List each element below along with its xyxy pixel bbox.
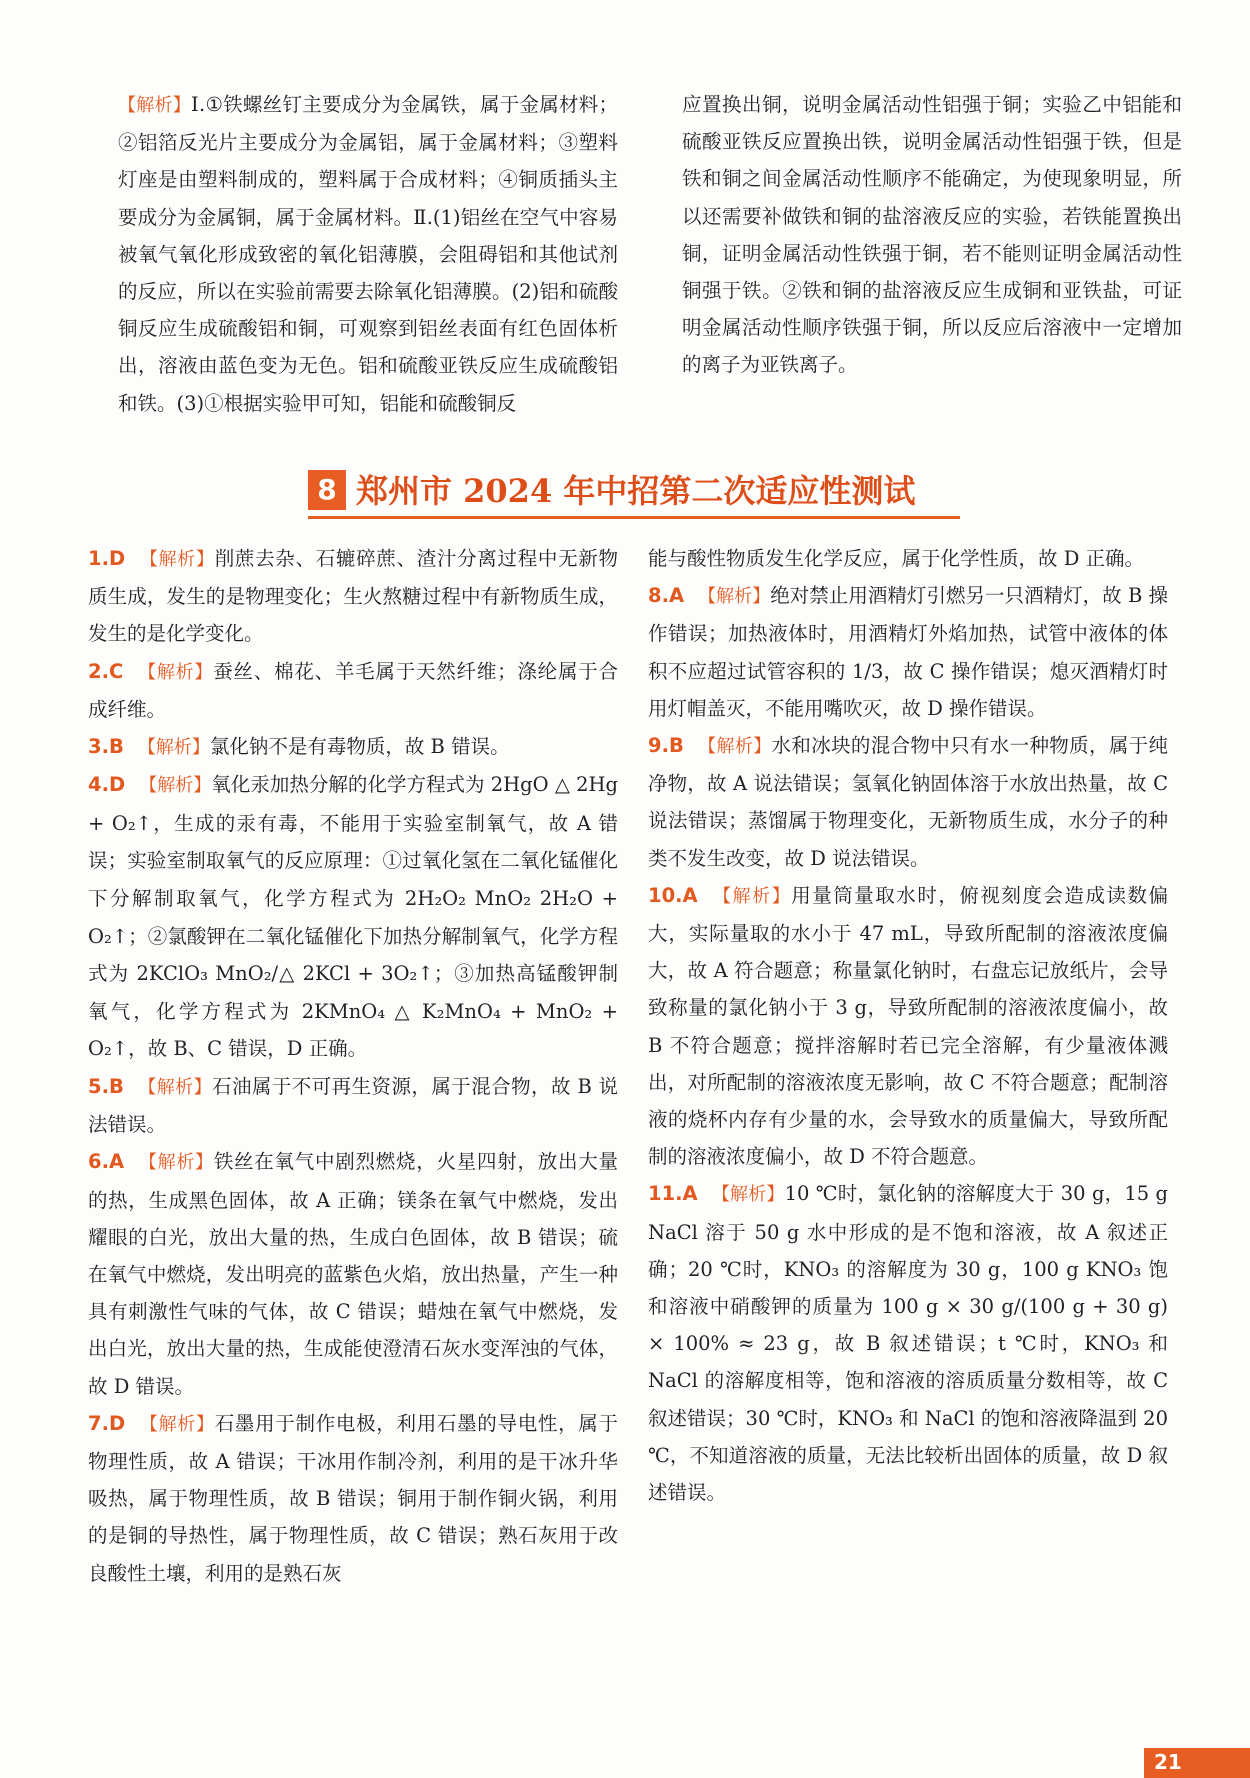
analysis-tag: 【解析】 bbox=[137, 1076, 213, 1098]
answer-text: 绝对禁止用酒精灯引燃另一只酒精灯，故 B 操作错误；加热液体时，用酒精灯外焰加热，试管中液体的体积不应超过试管容积的 1/3，故 C 操作错误；熄灭酒精灯时用灯帽盖灭，不能用嘴吹灭，故 D 操作错误。 bbox=[648, 584, 1168, 720]
right-column bbox=[648, 540, 1168, 1511]
answer-item bbox=[88, 766, 618, 1068]
answer-number: 6.A bbox=[88, 1150, 125, 1174]
answer-item bbox=[648, 877, 1168, 1176]
paragraph-text: 应置换出铜，说明金属活动性铝强于铜；实验乙中铝能和硫酸亚铁反应置换出铁，说明金属活动性铝强于铁，但是铁和铜之间金属活动性顺序不能确定，为使现象明显，所以还需要补做铁和铜的盐溶液反应的实验，若铁能置换出铜，证明金属活动性铁强于铜，若不能则证明金属活动性铜强于铁。②铁和铜的盐溶液反应生成铜和亚铁盐，可证明金属活动性顺序铁强于铜，所以反应后溶液中一定增加的离子为亚铁离子。 bbox=[682, 93, 1182, 377]
answer-item bbox=[88, 653, 618, 728]
answer-number: 1.D bbox=[88, 547, 126, 570]
answer-number: 7.D bbox=[88, 1411, 126, 1435]
section-number-badge: 8 bbox=[308, 470, 346, 510]
page-number-tab bbox=[1144, 1748, 1250, 1778]
answer-text: 石墨用于制作电极，利用石墨的导电性，属于物理性质，故 A 错误；干冰用作制冷剂，利用的是干冰升华吸热，属于物理性质，故 B 错误；铜用于制作铜火锅，利用的是铜的导热性，属于物理性质，故 C 错误；熟石灰用于改良酸性土壤，利用的是熟石灰 bbox=[88, 1411, 618, 1585]
answer-number: 2.C bbox=[88, 659, 124, 683]
analysis-tag: 【解析】 bbox=[137, 661, 214, 683]
analysis-tag: 【解析】 bbox=[139, 549, 215, 570]
analysis-tag: 【解析】 bbox=[139, 775, 212, 797]
analysis-tag: 【解析】 bbox=[698, 586, 771, 608]
answer-text: 能与酸性物质发生化学反应，属于化学性质，故 D 正确。 bbox=[648, 547, 1145, 570]
answer-item bbox=[648, 577, 1168, 727]
paragraph-text: Ⅰ.①铁螺丝钉主要成分为金属铁，属于金属材料；②铝箔反光片主要成分为金属铝，属于金属材料；③塑料灯座是由塑料制成的，塑料属于合成材料；④铜质插头主要成分为金属铜，属于金属材料。Ⅱ.(1)铝丝在空气中容易被氧气氧化形成致密的氧化铝薄膜，会阻碍铝和其他试剂的反应，所以在实验前需要去除氧化铝薄膜。(2)铝和硫酸铜反应生成硫酸铝和铜，可观察到铝丝表面有红色固体析出，溶液由蓝色变为无色。铝和硫酸亚铁反应生成硫酸铝和铁。(3)①根据实验甲可知，铝能和硫酸铜反 bbox=[118, 93, 619, 415]
answer-item bbox=[88, 1068, 618, 1143]
top-right-paragraph bbox=[682, 86, 1182, 384]
answer-number: 5.B bbox=[88, 1074, 124, 1098]
answer-number: 3.B bbox=[88, 735, 124, 759]
title-underline bbox=[308, 516, 960, 519]
top-left-paragraph bbox=[118, 86, 618, 422]
answer-item bbox=[648, 1175, 1168, 1511]
analysis-tag: 【解析】 bbox=[711, 885, 792, 907]
answer-text: 氧化汞加热分解的化学方程式为 2HgO △ 2Hg + O₂↑，生成的汞有毒，不能用于实验室制氧气，故 A 错误；实验室制取氧气的反应原理：①过氧化氢在二氧化锰催化下分解制取氧气，化学方程式为 2H₂O₂ MnO₂ 2H₂O + O₂↑；②氯酸钾在二氧化锰催化下加热分解制氧气，化学方程式为 2KClO₃ MnO₂/△ 2KCl + 3O₂↑；③加热高锰酸钾制氧气，化学方程式为 2KMnO₄ △ K₂MnO₄ + MnO₂ + O₂↑，故 B、C 错误，D 正确。 bbox=[88, 773, 619, 1061]
left-column bbox=[88, 540, 618, 1592]
analysis-tag: 【解析】 bbox=[118, 95, 192, 116]
answer-text: 氯化钠不是有毒物质，故 B 错误。 bbox=[209, 735, 510, 759]
answer-text: 削蔗去杂、石辘碎蔗、渣汁分离过程中无新物质生成，发生的是物理变化；生火熬糖过程中有新物质生成，发生的是化学变化。 bbox=[88, 547, 618, 646]
answer-number: 8.A bbox=[648, 584, 685, 608]
answer-text: 10 ℃时，氯化钠的溶解度大于 30 g，15 g NaCl 溶于 50 g 水中形成的是不饱和溶液，故 A 叙述正确；20 ℃时，KNO₃ 的溶解度为 30 g，100 g KNO₃ 饱和溶液中硝酸钾的质量为 100 g × 30 g/(100 g + 30 g) × 100% ≈ 23 g，故 B 叙述错误；t ℃时，KNO₃ 和 NaCl 的溶解度相等，饱和溶液的溶质质量分数相等，故 C 叙述错误；30 ℃时，KNO₃ 和 NaCl 的饱和溶液降温到 20 ℃，不知道溶液的质量，无法比较析出固体的质量，故 D 叙述错误。 bbox=[648, 1182, 1169, 1505]
answer-number: 10.A bbox=[648, 883, 698, 907]
answer-text: 铁丝在氧气中剧烈燃烧，火星四射，放出大量的热，生成黑色固体，故 A 正确；镁条在氧气中燃烧，发出耀眼的白光，放出大量的热，生成白色固体，故 B 错误；硫在氧气中燃烧，发出明亮的蓝紫色火焰，放出热量，产生一种具有刺激性气味的气体，故 C 错误；蜡烛在氧气中燃烧，发出白光，放出大量的热，生成能使澄清石灰水变浑浊的气体，故 D 错误。 bbox=[88, 1150, 618, 1398]
answer-item bbox=[88, 1405, 618, 1592]
answer-item-continued bbox=[648, 540, 1168, 577]
answer-text: 用量筒量取水时，俯视刻度会造成读数偏大，实际量取的水小于 47 mL，导致所配制的溶液浓度偏大，故 A 符合题意；称量氯化钠时，右盘忘记放纸片，会导致称量的氯化钠小于 3 g，导致所配制的溶液浓度偏小，故 B 不符合题意；搅拌溶解时若已完全溶解，有少量液体溅出，对所配制的溶液浓度无影响，故 C 不符合题意；配制溶液的烧杯内存有少量的水，会导致水的质量偏大，导致所配制的溶液浓度偏小，故 D 不符合题意。 bbox=[648, 883, 1168, 1169]
answer-number: 11.A bbox=[648, 1182, 698, 1206]
page-number: 21 bbox=[1154, 1750, 1182, 1774]
answer-item bbox=[648, 727, 1168, 877]
answer-number: 4.D bbox=[88, 773, 126, 797]
analysis-tag: 【解析】 bbox=[697, 736, 772, 758]
section-title-text: 郑州市 2024 年中招第二次适应性测试 bbox=[356, 472, 916, 510]
analysis-tag: 【解析】 bbox=[137, 737, 210, 759]
answer-item bbox=[88, 1143, 618, 1404]
answer-item bbox=[88, 728, 618, 766]
analysis-tag: 【解析】 bbox=[711, 1184, 785, 1206]
analysis-tag: 【解析】 bbox=[138, 1152, 214, 1174]
analysis-tag: 【解析】 bbox=[139, 1413, 215, 1435]
answer-text: 水和冰块的混合物中只有水一种物质，属于纯净物，故 A 说法错误；氢氧化钠固体溶于水放出热量，故 C 说法错误；蒸馏属于物理变化，无新物质生成，水分子的种类不发生改变，故 D 说法错误。 bbox=[648, 734, 1168, 870]
answer-number: 9.B bbox=[648, 734, 684, 758]
answer-text: 石油属于不可再生资源，属于混合物，故 B 说法错误。 bbox=[88, 1074, 618, 1137]
answer-text: 蚕丝、棉花、羊毛属于天然纤维；涤纶属于合成纤维。 bbox=[88, 659, 618, 721]
answer-item bbox=[88, 540, 618, 653]
